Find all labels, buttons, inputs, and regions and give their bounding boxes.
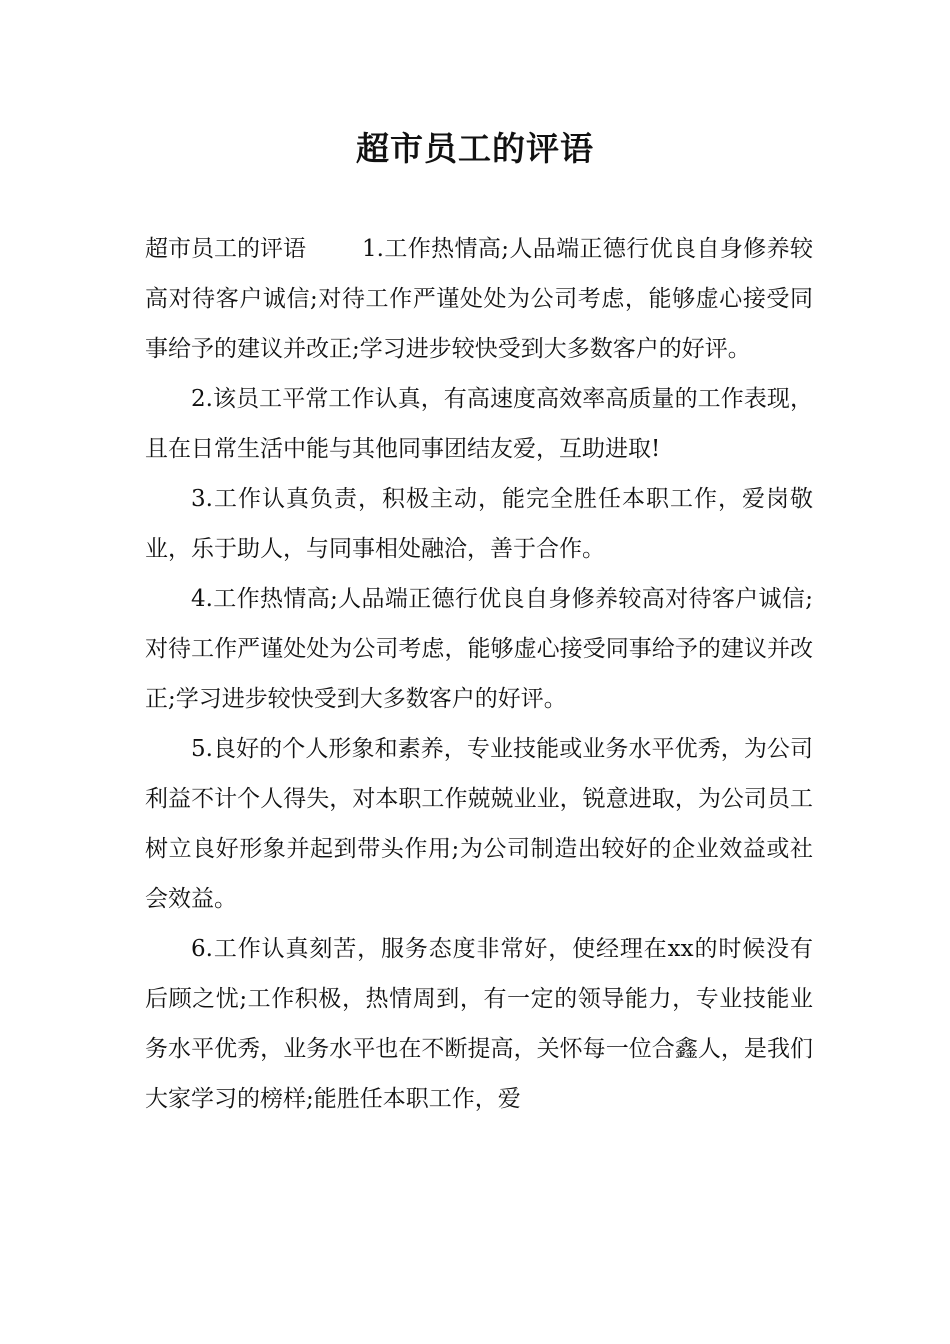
paragraph-3: 3.工作认真负责，积极主动，能完全胜任本职工作，爱岗敬业，乐于助人，与同事相处融洽，善于合作。 (145, 486, 813, 562)
inline-title: 超市员工的评语 (145, 236, 306, 262)
paragraph-2: 2.该员工平常工作认真，有高速度高效率高质量的工作表现，且在日常生活中能与其他同事团结友爱，互助进取! (145, 386, 813, 462)
paragraph-4: 4.工作热情高;人品端正德行优良自身修养较高对待客户诚信;对待工作严谨处处为公司考虑，能够虚心接受同事给予的建议并改正;学习进步较快受到大多数客户的好评。 (145, 586, 813, 712)
document-body (145, 224, 813, 1124)
document-title: 超市员工的评语 (356, 129, 594, 168)
paragraph-5: 5.良好的个人形象和素养，专业技能或业务水平优秀，为公司利益不计个人得失，对本职工作兢兢业业，锐意进取，为公司员工树立良好形象并起到带头作用;为公司制造出较好的企业效益或社会效益。 (145, 736, 813, 912)
paragraph-1 (145, 224, 813, 374)
paragraph-text: 1.工作热情高;人品端正德行优良自身修养较高对待客户诚信;对待工作严谨处处为公司考虑，能够虚心接受同事给予的建议并改正;学习进步较快受到大多数客户的好评。 (145, 236, 813, 362)
paragraph-6: 6.工作认真刻苦，服务态度非常好，使经理在xx的时候没有后顾之忧;工作积极，热情周到，有一定的领导能力，专业技能业务水平优秀，业务水平也在不断提高，关怀每一位合鑫人，是我们大家学习的榜样;能胜任本职工作，爱 (145, 936, 813, 1112)
